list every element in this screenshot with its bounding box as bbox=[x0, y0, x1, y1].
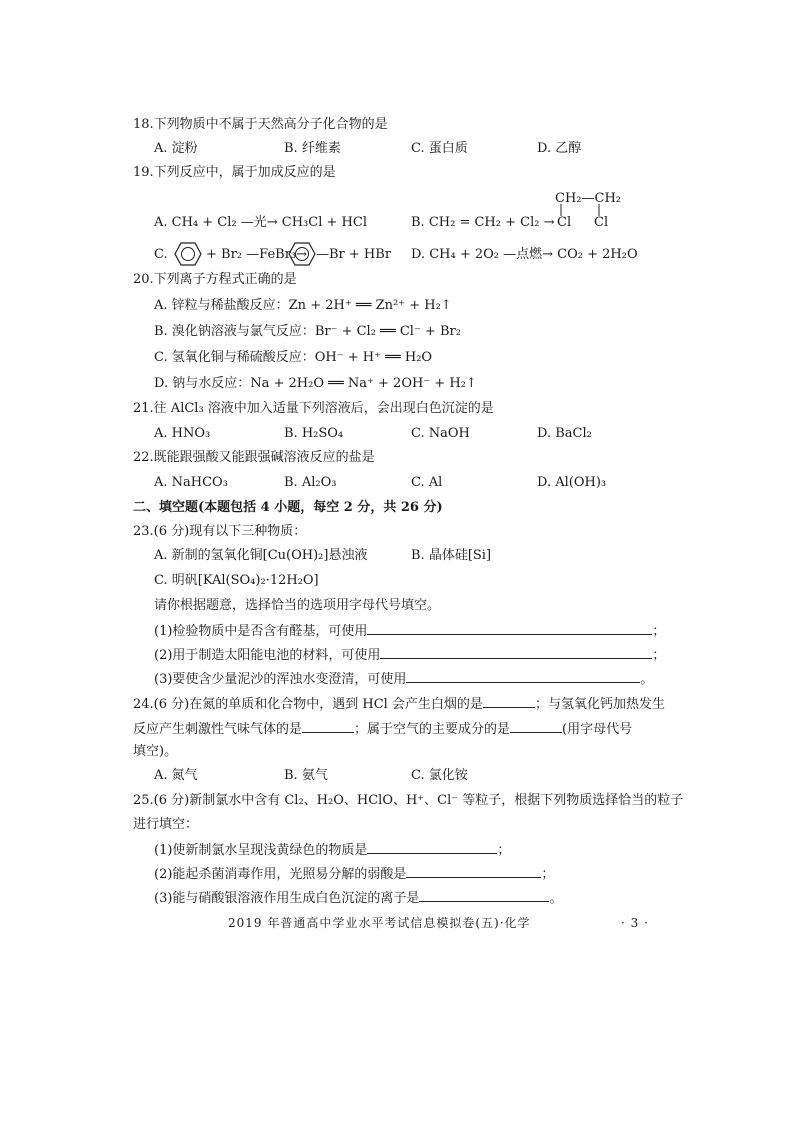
q24-line1 bbox=[133, 695, 665, 713]
q24-option-c: C. 氯化铵 bbox=[411, 768, 468, 783]
q18-option-c: C. 蛋白质 bbox=[411, 141, 468, 156]
benzene-ring-icon bbox=[174, 241, 202, 267]
q25-sub2 bbox=[154, 865, 554, 883]
q23-sub1-text: (1)检验物质中是否含有醛基，可使用 bbox=[154, 624, 368, 639]
section-heading: 二、填空题(本题包括 4 小题，每空 2 分，共 26 分) bbox=[133, 500, 443, 515]
q23-sub1 bbox=[154, 622, 665, 640]
q20-option-b: B. 溴化钠溶液与氯气反应：Br⁻ + Cl₂ ══ Cl⁻ + Br₂ bbox=[154, 324, 461, 339]
q19-option-c-prefix: C. bbox=[154, 247, 168, 262]
q20-option-a: A. 锌粒与稀盐酸反应：Zn + 2H⁺ ══ Zn²⁺ + H₂↑ bbox=[154, 298, 452, 313]
q21-option-d: D. BaCl₂ bbox=[537, 426, 592, 441]
q25-sub3-text: (3)能与硝酸银溶液作用生成白色沉淀的离子是 bbox=[154, 891, 420, 906]
q24-blank-1[interactable] bbox=[483, 695, 535, 708]
q25-sub1 bbox=[154, 841, 510, 859]
q22-option-a: A. NaHCO₃ bbox=[154, 475, 228, 490]
q19-b-product-cl2: Cl bbox=[594, 215, 609, 230]
q19-option-a: A. CH₄ + Cl₂ —光→ CH₃Cl + HCl bbox=[154, 215, 367, 230]
q24-line2 bbox=[133, 720, 632, 738]
q23-blank-1[interactable] bbox=[367, 622, 652, 635]
q25-line1: 25.(6 分)新制氯水中含有 Cl₂、H₂O、HClO、H⁺、Cl⁻ 等粒子，根据下列物质选择恰当的粒子 bbox=[133, 793, 684, 808]
q22-option-c: C. Al bbox=[411, 475, 443, 490]
q19-option-d: D. CH₄ + 2O₂ —点燃→ CO₂ + 2H₂O bbox=[411, 247, 638, 262]
q18-option-a: A. 淀粉 bbox=[154, 141, 198, 156]
q19-option-c-mid: + Br₂ —FeBr₃→ bbox=[206, 247, 308, 262]
q23-blank-2[interactable] bbox=[380, 646, 652, 659]
q24-line3: 填空)。 bbox=[133, 744, 178, 759]
q24-line2-mid: ；属于空气的主要成分的是 bbox=[354, 722, 511, 737]
q18-option-b: B. 纤维素 bbox=[284, 141, 341, 156]
q21-option-b: B. H₂SO₄ bbox=[284, 426, 344, 441]
q22-stem: 22.既能跟强酸又能跟强碱溶液反应的盐是 bbox=[133, 450, 375, 465]
q25-blank-2[interactable] bbox=[406, 865, 541, 878]
q23-sub2 bbox=[154, 646, 665, 664]
q23-option-c: C. 明矾[KAl(SO₄)₂·12H₂O] bbox=[154, 573, 319, 588]
q24-line1-tail: ；与氢氧化钙加热发生 bbox=[534, 697, 665, 712]
q24-option-a: A. 氮气 bbox=[154, 768, 198, 783]
q23-sub3 bbox=[154, 670, 653, 688]
q21-option-a: A. HNO₃ bbox=[154, 426, 211, 441]
q22-option-b: B. Al₂O₃ bbox=[284, 475, 337, 490]
q23-sub3-text: (3)要使含少量泥沙的浑浊水变澄清，可使用 bbox=[154, 672, 407, 687]
q24-blank-2[interactable] bbox=[302, 720, 354, 733]
q25-sub3 bbox=[154, 889, 562, 907]
q23-option-b: B. 晶体硅[Si] bbox=[411, 548, 492, 563]
footer-title: 2019 年普通高中学业水平考试信息模拟卷(五)·化学 bbox=[228, 916, 531, 930]
q23-instruction: 请你根据题意，选择恰当的选项用字母代号填空。 bbox=[154, 598, 441, 613]
q25-sub1-text: (1)使新制氯水呈现浅黄绿色的物质是 bbox=[154, 843, 368, 858]
benzene-ring-product-icon bbox=[288, 241, 316, 267]
page-number: · 3 · bbox=[621, 916, 649, 930]
q23-sub2-text: (2)用于制造太阳能电池的材料，可使用 bbox=[154, 648, 381, 663]
q25-line2: 进行填空： bbox=[133, 817, 199, 832]
q20-option-d: D. 钠与水反应：Na + 2H₂O ══ Na⁺ + 2OH⁻ + H₂↑ bbox=[154, 376, 477, 391]
q21-stem: 21.往 AlCl₃ 溶液中加入适量下列溶液后，会出现白色沉淀的是 bbox=[133, 401, 494, 416]
q25-blank-3[interactable] bbox=[419, 889, 549, 902]
q19-b-product-cl1: Cl bbox=[557, 215, 572, 230]
q23-blank-3[interactable] bbox=[406, 670, 640, 683]
q25-sub2-text: (2)能起杀菌消毒作用，光照易分解的弱酸是 bbox=[154, 867, 407, 882]
q21-option-c: C. NaOH bbox=[411, 426, 470, 441]
q23-sub2-end: ； bbox=[652, 648, 666, 663]
q24-line2-text: 反应产生刺激性气味气体的是 bbox=[133, 722, 303, 737]
q19-b-product-top: CH₂—CH₂ bbox=[555, 191, 621, 206]
q20-option-c: C. 氢氧化铜与稀硫酸反应：OH⁻ + H⁺ ══ H₂O bbox=[154, 350, 433, 365]
q24-option-b: B. 氨气 bbox=[284, 768, 328, 783]
q23-sub1-end: ； bbox=[652, 624, 666, 639]
q23-stem: 23.(6 分)现有以下三种物质： bbox=[133, 524, 307, 539]
q24-blank-3[interactable] bbox=[510, 720, 562, 733]
q20-stem: 20.下列离子方程式正确的是 bbox=[133, 272, 297, 287]
q19-option-b: B. CH₂ = CH₂ + Cl₂ → bbox=[411, 215, 555, 230]
q25-sub2-end: ； bbox=[541, 867, 555, 882]
q22-option-d: D. Al(OH)₃ bbox=[537, 475, 607, 490]
q23-sub3-end: 。 bbox=[640, 672, 654, 687]
q19-option-c-suffix: —Br + HBr bbox=[316, 247, 392, 262]
q18-stem: 18.下列物质中不属于天然高分子化合物的是 bbox=[133, 117, 388, 132]
q24-line2-tail: (用字母代号 bbox=[562, 722, 633, 737]
q19-stem: 19.下列反应中，属于加成反应的是 bbox=[133, 165, 336, 180]
q25-sub3-end: 。 bbox=[549, 891, 563, 906]
q24-line1-text: 24.(6 分)在氮的单质和化合物中，遇到 HCl 会产生白烟的是 bbox=[133, 697, 483, 712]
q18-option-d: D. 乙醇 bbox=[537, 141, 582, 156]
q25-blank-1[interactable] bbox=[367, 841, 497, 854]
q25-sub1-end: ； bbox=[497, 843, 511, 858]
q23-option-a: A. 新制的氢氧化铜[Cu(OH)₂]悬浊液 bbox=[154, 548, 368, 563]
q19-b-bonds bbox=[555, 203, 615, 217]
